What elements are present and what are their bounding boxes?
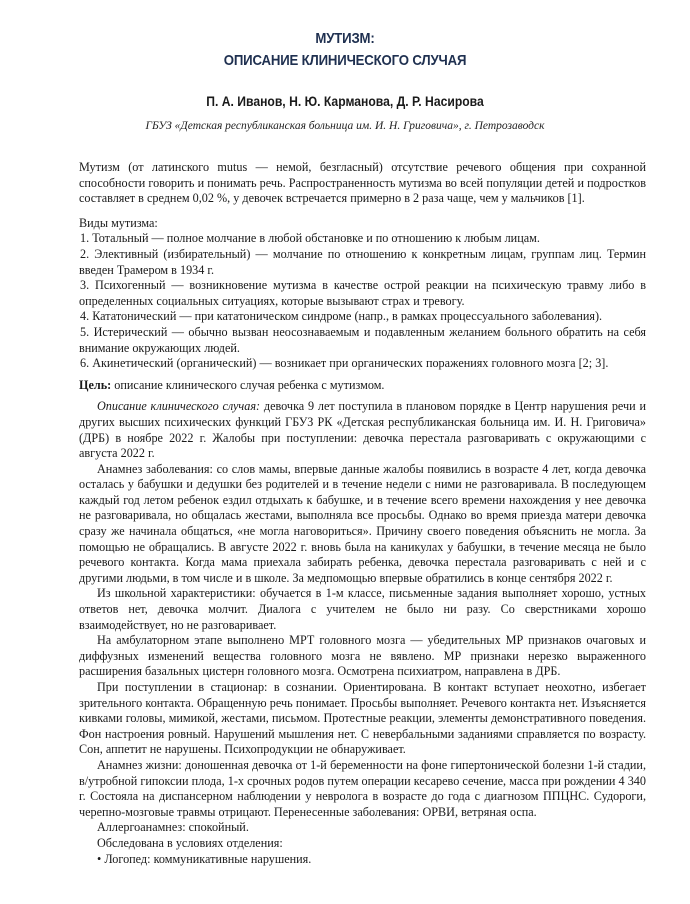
type-item-2: 2. Элективный (избирательный) — молчание по отношению к конкретным лицам, группам лиц. Термин введен Трамером в 1934 г. bbox=[79, 246, 646, 277]
mri-paragraph: На амбулаторном этапе выполнено МРТ головного мозга — убедительных МР признаков очаговых и диффузных изменений вещества головного мозга не вявлено. МР признаки нерезко выраженного расширения базальных цистерн головного мозга. Осмотрена психиатром, направлена в ДРБ. bbox=[79, 633, 646, 679]
authors: П. А. Иванов, Н. Ю. Карманова, Д. Р. Насирова bbox=[206, 94, 484, 109]
anamnesis-disease-paragraph: Анамнез заболевания: со слов мамы, впервые данные жалобы появились в возрасте 4 лет, когда девочка осталась у бабушки и дедушки без родителей и в течение недели с ними не разговаривала. В последующем каждый год летом ребенок ездил отдыхать к бабушке, и в течение всего времени нахождения у нее девочка не разговаривала, но общалась жестами, выполняла все просьбы. Однако во время приезда матери девочка сразу же начинала общаться, «не могла наговориться». Причину своего поведения объяснить не могла. За помощью не обращались. В августе 2022 г. вновь была на каникулах у бабушки, в течение месяца не было речевого контакта. Когда мама приехала забирать ребенка, девочка перестала разговаривать с ней и с другими людьми, в том числе и в школе. За медпомощью впервые обратились в конце сентября 2022 г. bbox=[79, 461, 646, 585]
bullet-item: • Логопед: коммуникативные нарушения. bbox=[97, 851, 312, 866]
title-line-2: ОПИСАНИЕ КЛИНИЧЕСКОГО СЛУЧАЯ bbox=[223, 52, 467, 69]
case-paragraph bbox=[79, 399, 646, 461]
school-paragraph: Из школьной характеристики: обучается в 1-м классе, письменные задания выполняет хорошо, устных ответов нет, девочка молчит. Диалога с учителем не было ни разу. Со сверстниками хорошо взаимодействует, но не разговаривает. bbox=[79, 586, 646, 632]
goal-paragraph bbox=[79, 378, 646, 394]
goal-text: описание клинического случая ребенка с мутизмом. bbox=[111, 377, 385, 392]
intro-paragraph: Мутизм (от латинского mutus — немой, безгласный) отсутствие речевого общения при сохранной способности говорить и понимать речь. Распространенность мутизма во всей популяции детей и подростков составляет в среднем 0,02 %, у девочек встречается примерно в 2 раза чаще, чем у мальчиков [1]. bbox=[79, 160, 646, 206]
case-label: Описание клинического случая: bbox=[97, 399, 261, 414]
type-item-1: 1. Тотальный — полное молчание в любой обстановке и по отношению к любым лицам. bbox=[80, 231, 540, 246]
type-item-3: 3. Психогенный — возникновение мутизма в качестве острой реакции на психическую травму либо в определенных социальных ситуациях, которые вызывают страх и тревогу. bbox=[79, 278, 646, 308]
anamnesis-life-paragraph: Анамнез жизни: доношенная девочка от 1-й беременности на фоне гипертонической болезни 1-й стадии, в/утробной гипоксии плода, 1-х срочных родов путем операции кесарево сечение, масса при рождении 4 340 г. Состояла на диспансерном наблюдении у невролога в возрасте до года с диагнозом ППЦНС. Судороги, черепно-мозговые травмы отрицают. Перенесенные заболевания: ОРВИ, ветряная оспа. bbox=[79, 757, 646, 819]
type-item-4: 4. Кататонический — при кататоническом синдроме (напр., в рамках процессуального заболевания). bbox=[80, 309, 603, 324]
article-body bbox=[79, 160, 646, 867]
admission-paragraph: При поступлении в стационар: в сознании. Ориентирована. В контакт вступает неохотно, избегает зрительного контакта. Обращенную речь понимает. Просьбы выполняет. Речевого контакта нет. Изъясняется кивками головы, мимикой, жестами, письмом. Протестные реакции, элементы демонстративного поведения. Фон настроения ровный. Нарушений мышления нет. С невербальными заданиями справляется по возрасту. Сон, аппетит не нарушены. Психопродукции не обнаруживает. bbox=[79, 680, 646, 757]
type-item-5: 5. Истерический — обычно вызван неосознаваемым и подавленным желанием больного обратить на себя внимание окружающих людей. bbox=[79, 324, 646, 355]
type-item-6: 6. Акинетический (органический) — возникает при органических поражениях головного мозга [2; 3]. bbox=[80, 356, 609, 371]
allergy-paragraph: Аллергоанамнез: спокойный. bbox=[97, 820, 249, 835]
title-line-1: МУТИЗМ: bbox=[315, 30, 375, 47]
goal-label: Цель: bbox=[79, 377, 112, 392]
case-text: девочка 9 лет поступила в плановом порядке в Центр нарушения речи и других высших психических функций ГБУЗ РК «Детская республиканская больница им. И. Н. Григовича» (ДРБ) в ноябре 2022 г. Жалобы при поступлении: девочка перестала разговаривать с окружающими с августа 2022 г. bbox=[79, 399, 647, 461]
examined-paragraph: Обследована в условиях отделения: bbox=[97, 835, 283, 850]
affiliation: ГБУЗ «Детская республиканская больница им. И. Н. Григовича», г. Петрозаводск bbox=[145, 120, 545, 132]
types-heading: Виды мутизма: bbox=[79, 215, 158, 230]
